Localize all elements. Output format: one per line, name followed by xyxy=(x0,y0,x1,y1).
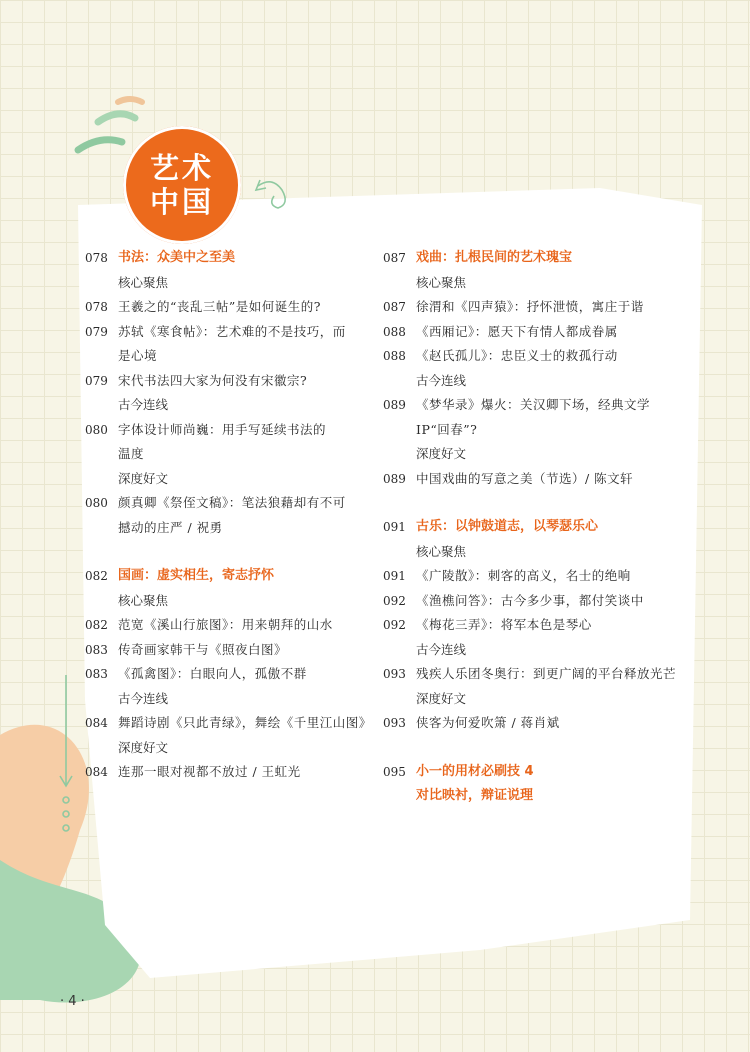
entry-text: 《广陵散》：刺客的高义，名士的绝响 xyxy=(416,568,631,583)
entry-text: 《梦华录》爆火：关汉卿下场，经典文学 xyxy=(416,397,651,412)
page-ref xyxy=(383,271,416,296)
entry-text: 深度好文 xyxy=(416,690,467,706)
section-gap xyxy=(85,540,370,564)
page-ref xyxy=(383,369,416,394)
entry-text: 核心聚焦 xyxy=(118,274,169,290)
page-ref: 089 xyxy=(383,398,406,412)
entry-text: 核心聚焦 xyxy=(416,274,467,290)
page-ref: 087 xyxy=(383,300,406,314)
entry-text: 撼动的庄严 / 祝勇 xyxy=(118,519,223,535)
toc-subheading xyxy=(383,369,683,394)
toc-subheading xyxy=(85,271,370,296)
entry-text: 温度 xyxy=(118,446,145,461)
entry-text: 古今连线 xyxy=(416,641,467,657)
entry-text: 古今连线 xyxy=(118,690,169,706)
entry-text: 是心境 xyxy=(118,348,158,363)
toc-entry[interactable] xyxy=(383,418,683,443)
entry-text: 小一的用材必刷技 4 xyxy=(416,763,534,779)
toc-section-heading[interactable] xyxy=(383,784,683,809)
page-ref: 092 xyxy=(383,618,406,632)
toc-entry[interactable] xyxy=(85,662,370,687)
toc-subheading xyxy=(383,442,683,467)
toc-entry[interactable] xyxy=(383,295,683,320)
toc-left-column xyxy=(85,246,370,785)
toc-entry[interactable] xyxy=(383,564,683,589)
toc-entry[interactable] xyxy=(383,393,683,418)
toc-entry[interactable] xyxy=(383,320,683,345)
entry-text: 戏曲：扎根民间的艺术瑰宝 xyxy=(416,250,573,265)
page-ref xyxy=(383,540,416,565)
toc-right-column xyxy=(383,246,683,809)
entry-text: 中国戏曲的写意之美（节选）/ 陈文轩 xyxy=(416,470,634,486)
toc-entry[interactable] xyxy=(85,760,370,785)
entry-text: 《西厢记》：愿天下有情人都成眷属 xyxy=(416,323,618,339)
page-ref: 087 xyxy=(383,251,406,265)
toc-subheading xyxy=(85,393,370,418)
entry-text: 核心聚焦 xyxy=(416,543,467,559)
toc-subheading xyxy=(85,467,370,492)
entry-text: IP“回春”? xyxy=(416,421,478,437)
entry-text: 王羲之的“丧乱三帖”是如何诞生的? xyxy=(118,299,321,314)
page-ref xyxy=(383,638,416,663)
page-ref: 093 xyxy=(383,716,406,730)
page-ref: 084 xyxy=(85,765,108,779)
page-ref xyxy=(85,589,118,614)
entry-text: 连那一眼对视都不放过 / 王虹光 xyxy=(118,764,301,779)
entry-text: 深度好文 xyxy=(416,446,467,461)
page-ref: 088 xyxy=(383,349,406,363)
toc-subheading xyxy=(383,638,683,663)
entry-text: 《梅花三弄》：将军本色是琴心 xyxy=(416,617,592,632)
toc-subheading xyxy=(85,589,370,614)
page-ref: 093 xyxy=(383,667,406,681)
page-ref xyxy=(85,393,118,418)
toc-entry[interactable] xyxy=(85,320,370,345)
leaf-stroke-icon xyxy=(118,99,142,102)
toc-entry[interactable] xyxy=(85,369,370,394)
page-ref: 078 xyxy=(85,300,108,314)
toc-entry[interactable] xyxy=(85,491,370,516)
section-badge xyxy=(123,126,241,244)
page-ref: 082 xyxy=(85,618,108,632)
page-ref: 084 xyxy=(85,716,108,730)
toc-subheading xyxy=(383,687,683,712)
entry-text: 国画：虚实相生，寄志抒怀 xyxy=(118,568,275,583)
toc-section-heading[interactable] xyxy=(85,564,370,589)
page-ref: 092 xyxy=(383,593,406,608)
badge-line-2: 中国 xyxy=(149,185,214,219)
page-ref: 091 xyxy=(383,569,406,583)
page-ref xyxy=(383,687,416,712)
toc-entry[interactable] xyxy=(85,418,370,443)
entry-text: 核心聚焦 xyxy=(118,592,169,608)
page-number: · 4 · xyxy=(60,994,85,1009)
entry-text: 徐渭和《四声猿》：抒怀泄愤，寓庄于谐 xyxy=(416,299,644,314)
entry-text: 书法：众美中之至美 xyxy=(118,250,236,265)
toc-section-heading[interactable] xyxy=(85,246,370,271)
entry-text: 残疾人乐团冬奥行：到更广阔的平台释放光芒 xyxy=(416,666,677,681)
entry-text: 《渔樵问答》：古今多少事，都付笑谈中 xyxy=(416,592,644,608)
toc-entry[interactable] xyxy=(383,344,683,369)
toc-section-heading[interactable] xyxy=(383,246,683,271)
page-ref xyxy=(85,467,118,492)
entry-text: 古今连线 xyxy=(118,397,169,412)
toc-section-heading[interactable] xyxy=(383,515,683,540)
toc-subheading xyxy=(383,271,683,296)
toc-entry[interactable] xyxy=(85,638,370,663)
entry-text: 深度好文 xyxy=(118,739,169,755)
entry-text: 传奇画家韩干与《照夜白图》 xyxy=(118,641,288,657)
page-ref: 095 xyxy=(383,764,406,779)
page-ref xyxy=(383,784,416,809)
entry-text: 苏轼《寒食帖》：艺术难的不是技巧，而 xyxy=(118,323,346,339)
section-gap xyxy=(383,491,683,515)
toc-entry[interactable] xyxy=(85,516,370,541)
entry-text: 宋代书法四大家为何没有宋徽宗? xyxy=(118,372,308,388)
entry-text: 舞蹈诗剧《只此青绿》，舞绘《千里江山图》 xyxy=(118,715,372,730)
leaf-stroke-icon xyxy=(78,140,122,150)
section-gap xyxy=(383,736,683,760)
page-ref: 083 xyxy=(85,642,108,657)
page-ref: 078 xyxy=(85,251,108,265)
badge-line-1: 艺术 xyxy=(149,151,214,185)
toc-entry[interactable] xyxy=(85,442,370,467)
page-ref: 080 xyxy=(85,496,108,510)
entry-text: 《赵氏孤儿》：忠臣义士的救孤行动 xyxy=(416,348,618,363)
toc-subheading xyxy=(85,736,370,761)
entry-text: 深度好文 xyxy=(118,470,169,486)
entry-text: 侠客为何爱吹箫 / 蒋肖斌 xyxy=(416,715,560,730)
leaf-stroke-icon xyxy=(98,114,135,122)
page-ref xyxy=(85,271,118,296)
toc-subheading xyxy=(383,540,683,565)
page-ref: 083 xyxy=(85,667,108,681)
toc-entry[interactable] xyxy=(85,344,370,369)
entry-text: 古乐：以钟鼓道志，以琴瑟乐心 xyxy=(416,519,599,534)
entry-text: 对比映衬，辩证说理 xyxy=(416,788,534,803)
toc-entry[interactable] xyxy=(85,295,370,320)
page-ref: 079 xyxy=(85,373,108,388)
page-ref: 080 xyxy=(85,422,108,437)
toc-subheading xyxy=(85,687,370,712)
page-ref: 082 xyxy=(85,569,108,583)
page-ref xyxy=(85,442,118,467)
page-ref: 089 xyxy=(383,471,406,486)
page-ref: 091 xyxy=(383,520,406,534)
toc-entry[interactable] xyxy=(383,467,683,492)
page-ref xyxy=(85,344,118,369)
page-ref: 079 xyxy=(85,324,108,339)
entry-text: 字体设计师尚巍：用手写延续书法的 xyxy=(118,421,327,437)
entry-text: 《孤禽图》：白眼向人，孤傲不群 xyxy=(118,666,307,681)
toc-entry[interactable] xyxy=(383,589,683,614)
page-ref xyxy=(383,418,416,443)
toc-entry[interactable] xyxy=(383,662,683,687)
toc-section-heading[interactable] xyxy=(383,760,683,785)
toc-entry[interactable] xyxy=(85,613,370,638)
page-ref: 088 xyxy=(383,324,406,339)
entry-text: 颜真卿《祭侄文稿》：笔法狼藉却有不可 xyxy=(118,495,346,510)
page-ref xyxy=(85,736,118,761)
page-ref xyxy=(85,516,118,541)
toc-entry[interactable] xyxy=(85,711,370,736)
entry-text: 古今连线 xyxy=(416,372,467,388)
toc-entry[interactable] xyxy=(383,711,683,736)
entry-text: 范宽《溪山行旅图》：用来朝拜的山水 xyxy=(118,617,333,632)
page-ref xyxy=(85,687,118,712)
toc-entry[interactable] xyxy=(383,613,683,638)
page-ref xyxy=(383,442,416,467)
